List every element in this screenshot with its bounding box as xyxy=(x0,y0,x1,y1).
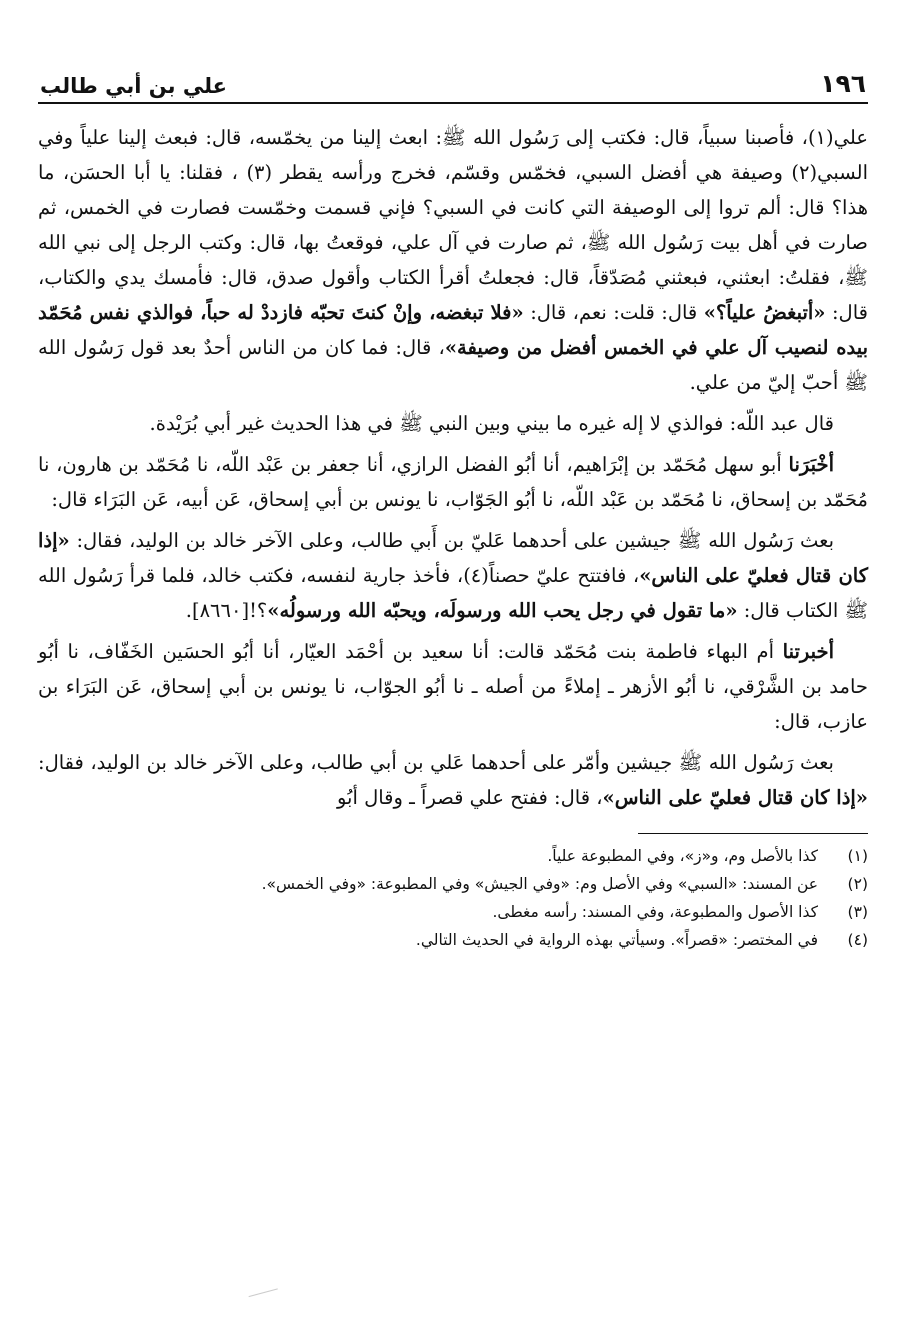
running-title: علي بن أبي طالب xyxy=(40,74,227,98)
main-text xyxy=(38,120,868,815)
text-run: (٤) xyxy=(463,564,489,587)
footnote-divider xyxy=(638,833,868,834)
paragraph xyxy=(38,120,868,400)
paragraph xyxy=(38,447,868,517)
text-run: (٣) xyxy=(246,161,281,184)
page-header xyxy=(38,60,868,104)
bold-text: أخبرتنا xyxy=(782,640,834,663)
footnote-number: (٤) xyxy=(847,931,868,949)
footnote-item xyxy=(38,898,868,926)
text-run: علي xyxy=(833,126,868,149)
bold-text: «فلا تبغضه، وإنْ كنتَ تحبّه فازددْ له حباً، فوالذي نفس مُحَمّد بيده لنصيب آل علي في الخمس أفضل من وصيفة» xyxy=(38,301,869,359)
footnote-text: في المختصر: «قصراً». وسيأتي بهذه الرواية في الحديث التالي. xyxy=(415,931,818,949)
paragraph xyxy=(38,634,868,739)
footnote-text: كذا بالأصل وم، و«ز»، وفي المطبوعة علياً. xyxy=(547,847,818,865)
pen-mark xyxy=(249,1288,282,1310)
book-page xyxy=(38,60,868,954)
footnote-number: (١) xyxy=(847,847,868,865)
text-run: وصيفة هي أفضل السبي، فخمّس وقسّم، فخرج ورأسه يقطر xyxy=(280,161,792,184)
text-run: أم البهاء فاطمة بنت مُحَمّد قالت: أنا سعيد بن أحْمَد العيّار، أنا أبُو الحسَين الخَفّاف، نا أبُو حامد بن الشَّرْقي، نا أبُو الأزهر ـ إملاءً من أصله ـ نا أبُو الجوّاب، نا يونس بن أبي إسحاق، عَن البَرَاء بن عازب، قال: xyxy=(38,640,868,733)
text-run: بعث رَسُول الله ﷺ جيشين وأمّر على أحدهما عَلي بن أبي طالب، وعلى الآخر خالد بن الوليد، فقال: xyxy=(38,751,834,774)
footnote-item xyxy=(38,926,868,954)
page-number: ١٩٦ xyxy=(820,69,866,98)
paragraph xyxy=(38,523,868,628)
bold-text: «إذا كان قتال فعليّ على الناس» xyxy=(602,786,868,809)
text-run: (٢) xyxy=(791,161,818,184)
text-run: ، فأصبنا سبياً، قال: فكتب إلى رَسُول الله ﷺ: ابعث إلينا من يخمّسه، قال: فبعث إلينا علياً وفي السبي xyxy=(38,126,868,184)
footnote-item xyxy=(38,870,868,898)
bold-text: «ما تقول في رجل يحب الله ورسولَه، ويحبّه الله ورسولُه» xyxy=(267,599,738,622)
paragraph xyxy=(38,745,868,815)
footnote-text: كذا الأصول والمطبوعة، وفي المسند: رأسه مغطى. xyxy=(492,903,818,921)
text-run: بعث رَسُول الله ﷺ جيشين على أحدهما عَليّ بن أَبي طالب، وعلى الآخر خالد بن الوليد، فقال: xyxy=(69,529,834,552)
text-run: ، فقلنا: يا أبا الحسَن، ما هذا؟ قال: ألم تروا إلى الوصيفة التي كانت في السبي؟ فإني قسمت وخمّست فصارت في الخمس، ثم صارت في أهل بيت رَسُول الله ﷺ، ثم صارت في آل علي، فوقعتُ بها، قال: وكتب الرجل إلى نبي الله ﷺ، فقلتُ: ابعثني، فبعثني مُصَدّقاً، قال: فجعلتُ أقرأ الكتاب وأقول صدق، قال: فأمسك يدي والكتاب، قال: xyxy=(38,161,868,324)
text-run: ؟![٨٦٦٠]. xyxy=(185,599,268,622)
footnotes xyxy=(38,842,868,954)
footnote-item xyxy=(38,842,868,870)
bold-text: «أتبغضُ علياً؟» xyxy=(703,301,826,324)
text-run: (١) xyxy=(807,126,834,149)
text-run: أبو سهل مُحَمّد بن إبْرَاهيم، أنا أبُو الفضل الرازي، أنا جعفر بن عَبْد اللّه، نا مُحَمّد بن هارون، نا مُحَمّد بن إسحاق، نا مُحَمّد بن عَبْد اللّه، نا أبُو الجَوّاب، نا يونس بن أبي إسحاق، عَن أبيه، عَن البَرَاء قال: xyxy=(38,453,868,511)
text-run: قال عبد اللّه: فوالذي لا إله غيره ما بيني وبين النبي ﷺ في هذا الحديث غير أبي بُرَيْدة. xyxy=(149,412,834,435)
text-run: ، قال: فما كان من الناس أحدٌ بعد قول رَسُول الله ﷺ أحبّ إليّ من علي. xyxy=(38,336,868,394)
text-run: ، قال: ففتح علي قصراً ـ وقال أبُو xyxy=(336,786,603,809)
text-run: ، فافتتح عليّ حصناً xyxy=(488,564,640,587)
footnote-number: (٣) xyxy=(847,903,868,921)
footnote-text: عن المسند: «السبي» وفي الأصل وم: «وفي الجيش» وفي المطبوعة: «وفي الخمس». xyxy=(261,875,818,893)
bold-text: «إذا كان قتال فعليّ على الناس» xyxy=(38,529,869,587)
text-run: ، فأخذ جارية لنفسه، فكتب خالد، فلما قرأ رَسُول الله ﷺ الكتاب قال: xyxy=(38,564,868,622)
text-run: قال: قلت: نعم، قال: xyxy=(523,301,704,324)
paragraph xyxy=(38,406,868,441)
bold-text: أخْبَرَنا xyxy=(788,453,834,476)
footnote-number: (٢) xyxy=(847,875,868,893)
